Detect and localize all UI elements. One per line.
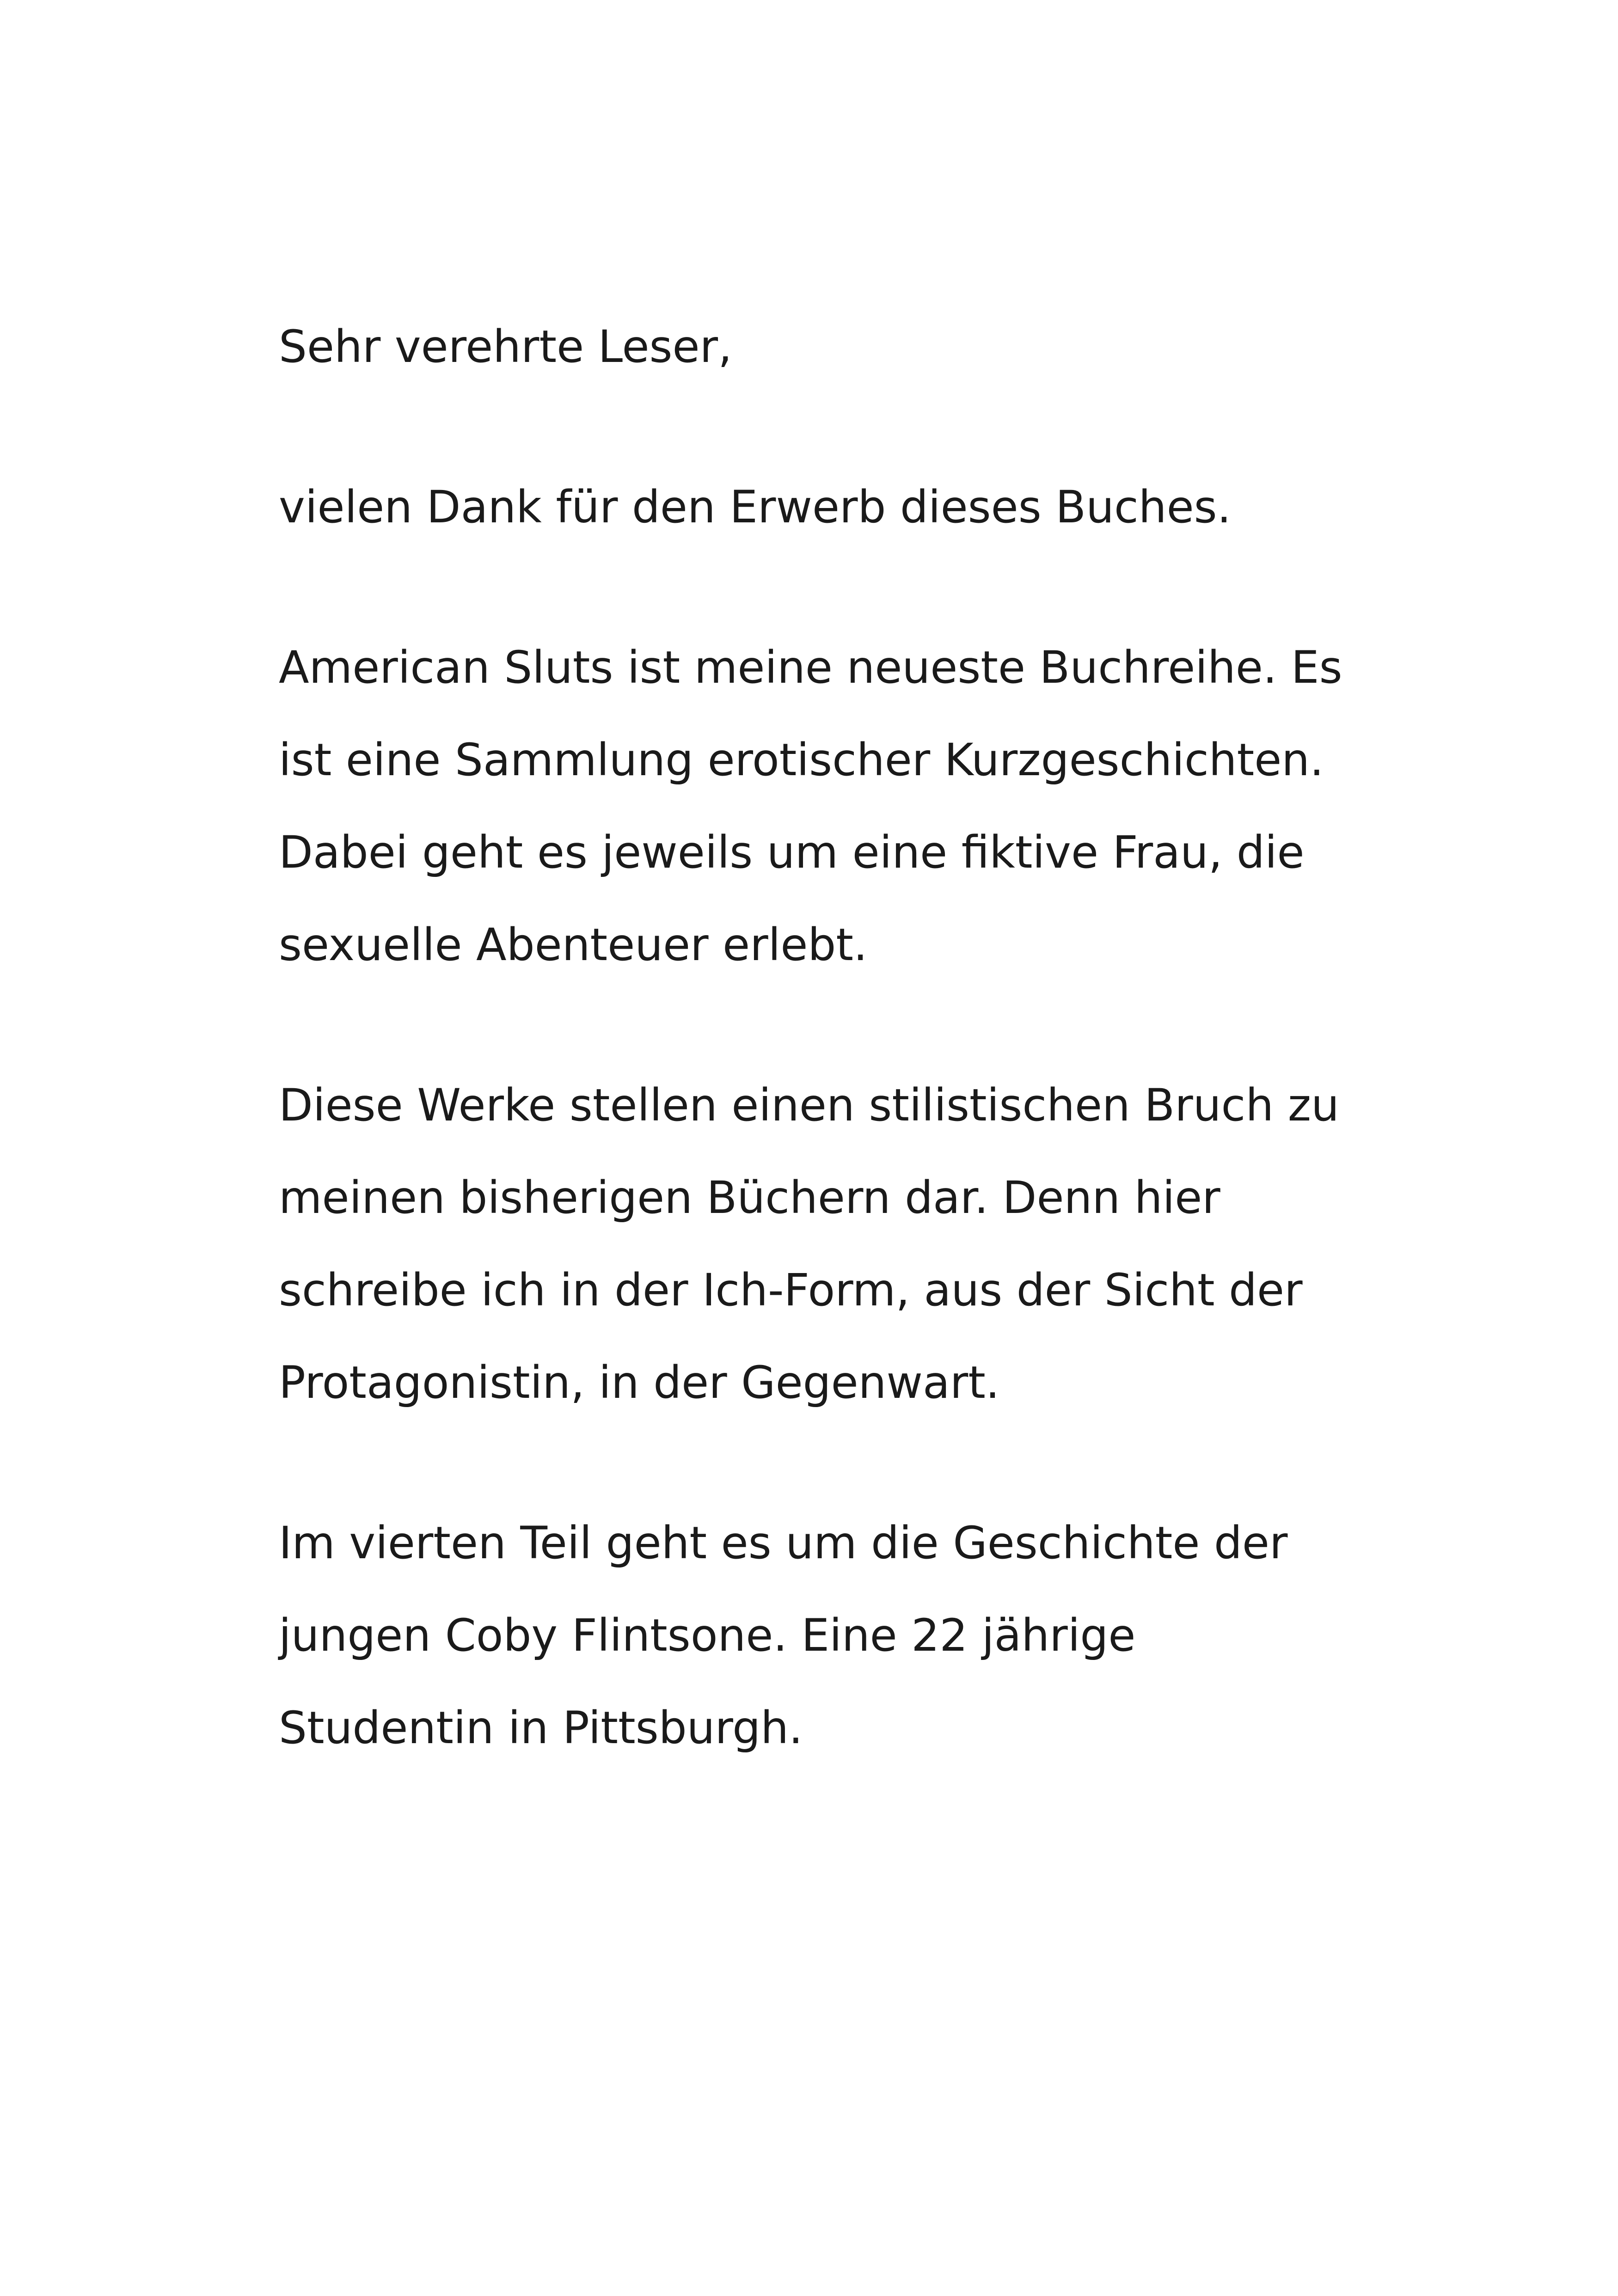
paragraph-thanks	[279, 461, 1388, 553]
letter-body	[279, 300, 1388, 1774]
paragraph-line: schreibe ich in der Ich-Form, aus der Sicht der	[279, 1264, 1303, 1316]
paragraph-line: ist eine Sammlung erotischer Kurzgeschichten.	[279, 734, 1324, 786]
paragraph-line: Protagonistin, in der Gegenwart.	[279, 1357, 1000, 1408]
paragraph-series-intro	[279, 621, 1388, 991]
paragraph-line: American Sluts ist meine neueste Buchreihe. Es	[279, 642, 1342, 693]
paragraph-gap	[279, 1429, 1388, 1497]
paragraph-line: Im vierten Teil geht es um die Geschichte der	[279, 1517, 1288, 1569]
paragraph-gap	[279, 553, 1388, 621]
paragraph-part-four	[279, 1497, 1388, 1774]
paragraph-gap	[279, 991, 1388, 1059]
paragraph-line: jungen Coby Flintsone. Eine 22 jährige	[279, 1610, 1136, 1661]
paragraph-style	[279, 1059, 1388, 1429]
paragraph-line: sexuelle Abenteuer erlebt.	[279, 919, 868, 971]
salutation: Sehr verehrte Leser,	[279, 321, 732, 373]
paragraph-gap	[279, 393, 1388, 461]
paragraph-line: vielen Dank für den Erwerb dieses Buches.	[279, 481, 1232, 533]
paragraph-line: meinen bisherigen Büchern dar. Denn hier	[279, 1172, 1220, 1224]
paragraph-line: Diese Werke stellen einen stilistischen Bruch zu	[279, 1079, 1339, 1131]
paragraph-line: Dabei geht es jeweils um eine fiktive Frau, die	[279, 827, 1305, 878]
paragraph-line: Studentin in Pittsburgh.	[279, 1702, 803, 1754]
